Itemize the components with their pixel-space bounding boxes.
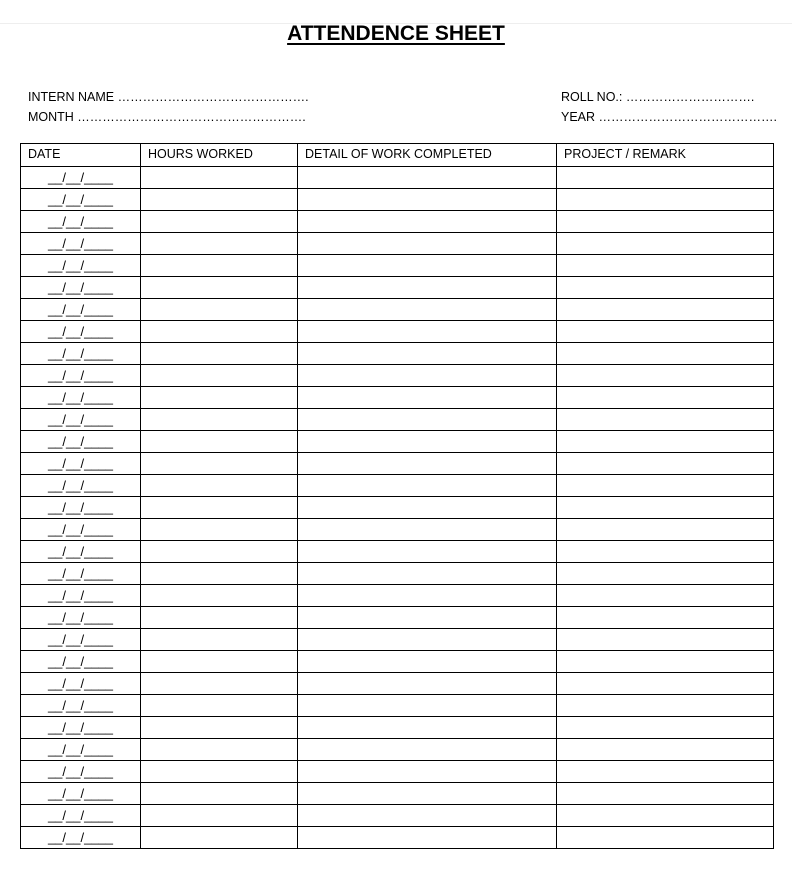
hours-worked-cell — [141, 453, 298, 475]
date-cell: __/__/____ — [21, 497, 141, 519]
project-remark-cell — [557, 343, 774, 365]
date-cell: __/__/____ — [21, 805, 141, 827]
detail-of-work-cell — [298, 189, 557, 211]
detail-of-work-cell — [298, 541, 557, 563]
table-row — [21, 673, 774, 695]
table-row — [21, 607, 774, 629]
project-remark-cell — [557, 805, 774, 827]
project-remark-cell — [557, 167, 774, 189]
date-cell: __/__/____ — [21, 365, 141, 387]
date-cell: __/__/____ — [21, 739, 141, 761]
project-remark-cell — [557, 695, 774, 717]
project-remark-cell — [557, 475, 774, 497]
detail-of-work-cell — [298, 321, 557, 343]
project-remark-cell — [557, 783, 774, 805]
date-cell: __/__/____ — [21, 211, 141, 233]
hours-worked-cell — [141, 607, 298, 629]
hours-worked-cell — [141, 167, 298, 189]
table-row — [21, 167, 774, 189]
project-remark-cell — [557, 541, 774, 563]
hours-worked-cell — [141, 519, 298, 541]
project-remark-cell — [557, 387, 774, 409]
year-field: YEAR ……………………………………. — [561, 110, 777, 124]
detail-of-work-cell — [298, 387, 557, 409]
project-remark-cell — [557, 607, 774, 629]
table-row — [21, 629, 774, 651]
table-row — [21, 541, 774, 563]
table-row — [21, 827, 774, 849]
hours-worked-cell — [141, 827, 298, 849]
date-cell: __/__/____ — [21, 409, 141, 431]
date-cell: __/__/____ — [21, 717, 141, 739]
detail-of-work-cell — [298, 277, 557, 299]
table-row — [21, 431, 774, 453]
date-cell: __/__/____ — [21, 255, 141, 277]
detail-of-work-cell — [298, 453, 557, 475]
detail-of-work-cell — [298, 519, 557, 541]
date-cell: __/__/____ — [21, 563, 141, 585]
hours-worked-cell — [141, 717, 298, 739]
detail-of-work-cell — [298, 409, 557, 431]
detail-of-work-cell — [298, 695, 557, 717]
date-cell: __/__/____ — [21, 629, 141, 651]
hours-worked-cell — [141, 255, 298, 277]
detail-of-work-cell — [298, 739, 557, 761]
date-cell: __/__/____ — [21, 673, 141, 695]
date-cell: __/__/____ — [21, 541, 141, 563]
project-remark-cell — [557, 497, 774, 519]
table-row — [21, 211, 774, 233]
hours-worked-cell — [141, 563, 298, 585]
table-row — [21, 343, 774, 365]
detail-of-work-cell — [298, 343, 557, 365]
detail-of-work-cell — [298, 299, 557, 321]
date-cell: __/__/____ — [21, 387, 141, 409]
project-remark-cell — [557, 519, 774, 541]
detail-of-work-cell — [298, 651, 557, 673]
detail-of-work-cell — [298, 255, 557, 277]
header-detail-of-work: DETAIL OF WORK COMPLETED — [298, 144, 557, 167]
hours-worked-cell — [141, 343, 298, 365]
table-row — [21, 783, 774, 805]
date-cell: __/__/____ — [21, 299, 141, 321]
detail-of-work-cell — [298, 629, 557, 651]
project-remark-cell — [557, 211, 774, 233]
hours-worked-cell — [141, 475, 298, 497]
hours-worked-cell — [141, 783, 298, 805]
intern-name-field: INTERN NAME ………………………………………. — [28, 90, 309, 104]
project-remark-cell — [557, 827, 774, 849]
detail-of-work-cell — [298, 585, 557, 607]
table-row — [21, 761, 774, 783]
hours-worked-cell — [141, 211, 298, 233]
project-remark-cell — [557, 321, 774, 343]
date-cell: __/__/____ — [21, 233, 141, 255]
table-row — [21, 189, 774, 211]
hours-worked-cell — [141, 365, 298, 387]
date-cell: __/__/____ — [21, 651, 141, 673]
hours-worked-cell — [141, 805, 298, 827]
table-row — [21, 585, 774, 607]
table-row — [21, 453, 774, 475]
hours-worked-cell — [141, 189, 298, 211]
project-remark-cell — [557, 299, 774, 321]
hours-worked-cell — [141, 761, 298, 783]
hours-worked-cell — [141, 409, 298, 431]
project-remark-cell — [557, 431, 774, 453]
detail-of-work-cell — [298, 475, 557, 497]
month-field: MONTH ………………………………………………. — [28, 110, 306, 124]
project-remark-cell — [557, 717, 774, 739]
detail-of-work-cell — [298, 365, 557, 387]
date-cell: __/__/____ — [21, 695, 141, 717]
project-remark-cell — [557, 255, 774, 277]
detail-of-work-cell — [298, 233, 557, 255]
project-remark-cell — [557, 453, 774, 475]
hours-worked-cell — [141, 673, 298, 695]
date-cell: __/__/____ — [21, 167, 141, 189]
hours-worked-cell — [141, 651, 298, 673]
hours-worked-cell — [141, 497, 298, 519]
project-remark-cell — [557, 739, 774, 761]
date-cell: __/__/____ — [21, 607, 141, 629]
table-row — [21, 321, 774, 343]
table-body — [21, 167, 774, 849]
detail-of-work-cell — [298, 431, 557, 453]
table-header-row — [21, 144, 774, 167]
table-row — [21, 739, 774, 761]
project-remark-cell — [557, 651, 774, 673]
detail-of-work-cell — [298, 211, 557, 233]
date-cell: __/__/____ — [21, 783, 141, 805]
hours-worked-cell — [141, 233, 298, 255]
table-row — [21, 387, 774, 409]
detail-of-work-cell — [298, 827, 557, 849]
hours-worked-cell — [141, 387, 298, 409]
hours-worked-cell — [141, 585, 298, 607]
detail-of-work-cell — [298, 717, 557, 739]
table-row — [21, 717, 774, 739]
hours-worked-cell — [141, 431, 298, 453]
detail-of-work-cell — [298, 673, 557, 695]
table-row — [21, 233, 774, 255]
hours-worked-cell — [141, 739, 298, 761]
project-remark-cell — [557, 629, 774, 651]
detail-of-work-cell — [298, 607, 557, 629]
detail-of-work-cell — [298, 761, 557, 783]
hours-worked-cell — [141, 695, 298, 717]
date-cell: __/__/____ — [21, 431, 141, 453]
detail-of-work-cell — [298, 563, 557, 585]
date-cell: __/__/____ — [21, 519, 141, 541]
date-cell: __/__/____ — [21, 827, 141, 849]
table-row — [21, 475, 774, 497]
table-row — [21, 409, 774, 431]
project-remark-cell — [557, 409, 774, 431]
project-remark-cell — [557, 233, 774, 255]
project-remark-cell — [557, 761, 774, 783]
date-cell: __/__/____ — [21, 321, 141, 343]
header-project-remark: PROJECT / REMARK — [557, 144, 774, 167]
roll-no-field: ROLL NO.: …………………………. — [561, 90, 755, 104]
table-row — [21, 805, 774, 827]
hours-worked-cell — [141, 277, 298, 299]
header-date: DATE — [21, 144, 141, 167]
date-cell: __/__/____ — [21, 343, 141, 365]
project-remark-cell — [557, 585, 774, 607]
detail-of-work-cell — [298, 497, 557, 519]
date-cell: __/__/____ — [21, 189, 141, 211]
table-row — [21, 277, 774, 299]
project-remark-cell — [557, 365, 774, 387]
detail-of-work-cell — [298, 783, 557, 805]
table-row — [21, 299, 774, 321]
hours-worked-cell — [141, 541, 298, 563]
date-cell: __/__/____ — [21, 585, 141, 607]
date-cell: __/__/____ — [21, 475, 141, 497]
table-row — [21, 497, 774, 519]
hours-worked-cell — [141, 321, 298, 343]
table-row — [21, 365, 774, 387]
table-row — [21, 519, 774, 541]
detail-of-work-cell — [298, 805, 557, 827]
table-row — [21, 695, 774, 717]
detail-of-work-cell — [298, 167, 557, 189]
hours-worked-cell — [141, 629, 298, 651]
date-cell: __/__/____ — [21, 453, 141, 475]
date-cell: __/__/____ — [21, 277, 141, 299]
project-remark-cell — [557, 189, 774, 211]
date-cell: __/__/____ — [21, 761, 141, 783]
table-row — [21, 651, 774, 673]
header-hours-worked: HOURS WORKED — [141, 144, 298, 167]
hours-worked-cell — [141, 299, 298, 321]
table-row — [21, 255, 774, 277]
attendance-table — [20, 143, 774, 849]
project-remark-cell — [557, 277, 774, 299]
table-row — [21, 563, 774, 585]
project-remark-cell — [557, 673, 774, 695]
document-title-text: ATTENDENCE SHEET — [287, 22, 505, 45]
document-title — [0, 20, 792, 48]
project-remark-cell — [557, 563, 774, 585]
